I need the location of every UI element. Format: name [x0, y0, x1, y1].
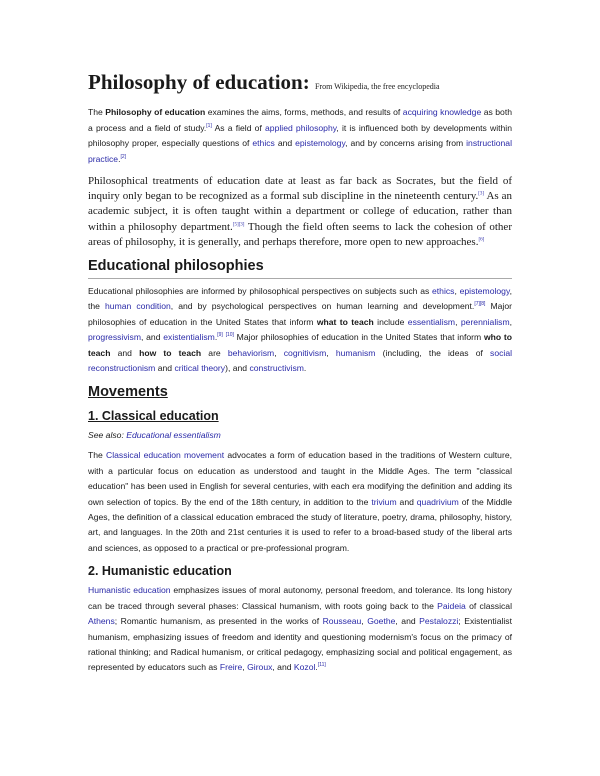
text: , and: [141, 332, 164, 343]
text: , the: [88, 286, 512, 312]
text: ,: [326, 347, 336, 358]
link-epistemology[interactable]: epistemology: [459, 286, 510, 297]
link-constructivism[interactable]: constructivism: [249, 363, 304, 374]
text: The: [88, 107, 106, 117]
link-goethe[interactable]: Goethe: [367, 616, 396, 627]
intro-paragraph: [88, 105, 512, 167]
classical-education-paragraph: [88, 448, 512, 556]
citation-link[interactable]: [1]: [206, 122, 212, 129]
text: ,: [361, 616, 368, 627]
link-kozol[interactable]: Kozol: [293, 662, 316, 673]
link-instructional-practice[interactable]: instructional practice: [88, 138, 512, 164]
link-humanism[interactable]: humanism: [335, 347, 376, 358]
link-acquiring-knowledge[interactable]: acquiring knowledge: [402, 107, 482, 117]
text: and: [396, 496, 417, 507]
text: as both a process and a field of study.: [88, 107, 512, 133]
history-paragraph: [88, 174, 512, 250]
text: Major philosophies of education in the United States that inform: [88, 301, 512, 327]
text: ; Romantic humanism, as presented in the works of: [114, 616, 323, 627]
text: ,: [455, 316, 461, 327]
section-heading-educational-philosophies: Educational philosophies: [88, 257, 512, 279]
link-freire[interactable]: Freire: [219, 662, 243, 673]
text: .: [118, 153, 121, 164]
link-critical-theory[interactable]: critical theory: [174, 363, 226, 374]
text: and: [155, 363, 175, 374]
text: advocates a form of education based in the traditions of Western culture, with a particular focus on education as understood and taught in the Middle Ages. The term "classical education" has been used in English for several centuries, with each era modifying the definition and adding its own selection of topics. By the end of the 18th century, in addition to the: [88, 450, 512, 507]
link-epistemology[interactable]: epistemology: [295, 138, 346, 148]
citation-link[interactable]: [11]: [317, 662, 326, 669]
link-pestalozzi[interactable]: Pestalozzi: [419, 616, 459, 627]
link-educational-essentialism[interactable]: Educational essentialism: [126, 430, 221, 441]
text: As a field of: [211, 122, 266, 133]
citation-link[interactable]: [2]: [120, 153, 127, 160]
citation-link[interactable]: [7][8]: [474, 301, 486, 308]
bold-term: Philosophy of education: [105, 107, 206, 117]
text: , and by psychological perspectives on human learning and development.: [170, 301, 475, 312]
text: emphasizes issues of moral autonomy, personal freedom, and tolerance. Its long history can be traced through several phases: Classical humanism, with roots going back to the: [88, 585, 512, 611]
text: , and: [272, 662, 294, 673]
text: ; Existentialist humanism, emphasizing issues of freedom and identity and questioning modernism's focus on the primacy of rational thinking; and Radical humanism, or critical pedagogy, emphasizing social and political engagement, as represented by educators such as: [88, 616, 512, 673]
see-also-note: [88, 428, 512, 442]
text: and: [110, 347, 140, 358]
link-essentialism[interactable]: essentialism: [407, 316, 456, 327]
link-progressivism[interactable]: progressivism: [88, 332, 142, 343]
bold-term: what to teach: [316, 316, 374, 327]
text: As an academic subject, it is often taught within a department or college of education, rather than within a philosophy department.: [88, 190, 512, 233]
text: Philosophical treatments of education date at least as far back as Socrates, but the field of inquiry only began to be recognized as a formal sub discipline in the nineteenth century.: [88, 175, 512, 203]
section-heading-movements: Movements: [88, 384, 168, 401]
text: ,: [509, 316, 513, 327]
link-trivium[interactable]: trivium: [371, 496, 397, 507]
page-title: [88, 70, 512, 99]
link-paideia[interactable]: Paideia: [437, 600, 466, 611]
text: , it is influenced both by developments within philosophy proper, especially questions of: [88, 122, 512, 148]
text: are: [201, 347, 228, 358]
title-text: Philosophy of education:: [88, 70, 310, 94]
text: of the Middle Ages, the definition of a classical education embraced the study of literature, poetry, drama, philosophy, history, art, and languages. In the 20th and 21st centuries it is used to refer to a broad-based study of the liberal arts and sciences, as opposed to a practical or pre-professional program.: [88, 496, 512, 553]
text: Though the field often seems to lack the cohesion of other areas of philosophy, it is generally, and perhaps therefore, more open to new approaches.: [88, 220, 512, 248]
citation-link[interactable]: [9]: [217, 332, 223, 339]
text: and: [274, 138, 296, 148]
link-cognitivism[interactable]: cognitivism: [283, 347, 327, 358]
text: ,: [454, 286, 460, 297]
text: Educational philosophies are informed by philosophical perspectives on subjects such as: [88, 286, 433, 297]
text: , and: [395, 616, 420, 627]
article: [88, 70, 512, 683]
link-classical-education-movement[interactable]: Classical education movement: [106, 450, 225, 461]
text: include: [373, 316, 408, 327]
link-perennialism[interactable]: perennialism: [460, 316, 510, 327]
citation-link[interactable]: [6]: [478, 237, 485, 243]
text: (including, the ideas of: [375, 347, 491, 358]
text: ), and: [225, 363, 250, 374]
text: Major philosophies of education in the United States that inform: [233, 332, 484, 343]
text: of classical: [465, 600, 512, 611]
subsection-heading-humanistic-education: 2. Humanistic education: [88, 564, 232, 579]
text: .: [315, 662, 318, 673]
link-applied-philosophy[interactable]: applied philosophy: [265, 122, 337, 133]
citation-link[interactable]: [10]: [225, 332, 234, 339]
link-ethics[interactable]: ethics: [252, 138, 275, 148]
link-humanistic-education[interactable]: Humanistic education: [88, 585, 171, 596]
subsection-heading-classical-education: 1. Classical education: [88, 409, 219, 424]
source-note: From Wikipedia, the free encyclopedia: [314, 82, 440, 91]
text: ,: [242, 662, 248, 673]
bold-term: who to teach: [88, 332, 512, 358]
link-behaviorism[interactable]: behaviorism: [227, 347, 275, 358]
text: See also:: [88, 430, 127, 441]
link-ethics[interactable]: ethics: [432, 286, 455, 297]
text: , and by concerns arising from: [345, 138, 467, 148]
citation-link[interactable]: [3]: [478, 191, 485, 197]
text: The: [88, 450, 106, 461]
link-social-reconstructionism[interactable]: social reconstructionism: [88, 347, 513, 374]
text: ,: [274, 347, 284, 358]
link-quadrivium[interactable]: quadrivium: [416, 496, 459, 507]
text: examines the aims, forms, methods, and results of: [205, 107, 403, 117]
citation-link[interactable]: [5][3]: [232, 221, 245, 227]
text: .: [214, 332, 218, 343]
humanistic-education-paragraph: [88, 583, 512, 675]
link-existentialism[interactable]: existentialism: [163, 332, 215, 343]
text: .: [303, 363, 307, 374]
link-giroux[interactable]: Giroux: [247, 662, 273, 673]
link-rousseau[interactable]: Rousseau: [322, 616, 362, 627]
bold-term: how to teach: [139, 347, 202, 358]
link-human-condition[interactable]: human condition: [105, 301, 171, 312]
link-athens[interactable]: Athens: [88, 616, 115, 627]
educational-philosophies-paragraph: [88, 284, 512, 376]
